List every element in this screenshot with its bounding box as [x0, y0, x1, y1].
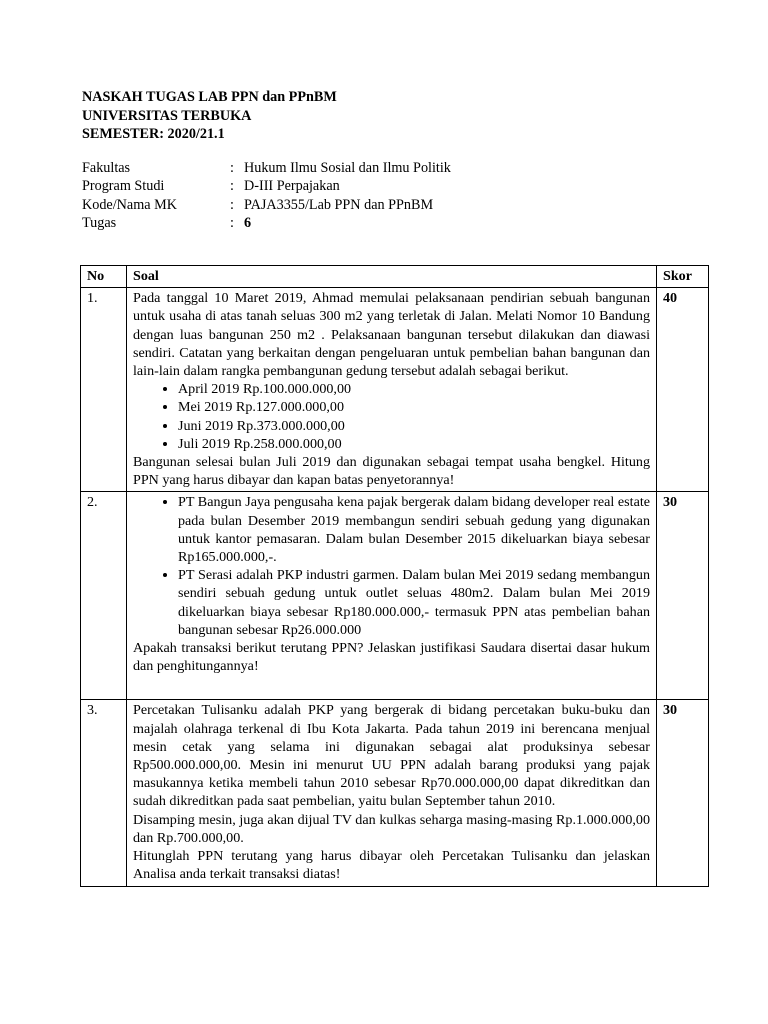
info-row-kode-mk [82, 196, 451, 214]
question-text [127, 288, 657, 492]
header-title: NASKAH TUGAS LAB PPN dan PPnBM [82, 89, 337, 105]
info-label: Program Studi [82, 178, 165, 195]
info-row-fakultas [82, 159, 451, 177]
question-text [127, 492, 657, 700]
list-item: • April 2019 Rp.100.000.000,00 [178, 380, 650, 398]
question-paragraph: Disamping mesin, juga akan dijual TV dan kulkas seharga masing-masing Rp.1.000.000,00 dan Rp.700.000,00. [133, 811, 650, 846]
table-row [81, 492, 709, 700]
header-skor: Skor [657, 266, 709, 288]
header-no: No [81, 266, 127, 288]
question-paragraph: Hitunglah PPN terutang yang harus dibayar oleh Percetakan Tulisanku dan jelaskan Analisa anda terkait transaksi diatas! [133, 848, 650, 883]
list-item: • PT Serasi adalah PKP industri garmen. Dalam bulan Mei 2019 sedang membangun sendiri sebuah gedung untuk outlet seluas 480m2. Dalam bulan Mei 2019 dikeluarkan biaya sebesar Rp180.000.000,- termasuk PPN atas pembelian bahan bangunan sebesar Rp26.000.000 [178, 566, 650, 639]
list-item: • Mei 2019 Rp.127.000.000,00 [178, 398, 650, 416]
info-row-tugas [82, 214, 451, 232]
info-row-program-studi [82, 177, 451, 195]
document-header [82, 88, 337, 144]
question-closing: Bangunan selesai bulan Juli 2019 dan digunakan sebagai tempat usaha bengkel. Hitung PPN yang harus dibayar dan kapan batas penyetorannya! [133, 454, 650, 489]
table-row [81, 288, 709, 492]
question-score: 30 [657, 700, 709, 886]
info-colon: : [230, 196, 234, 213]
question-number: 1. [81, 288, 127, 492]
questions-table [80, 265, 709, 887]
info-colon: : [230, 160, 234, 176]
question-text [127, 700, 657, 886]
question-number: 2. [81, 492, 127, 700]
question-intro: Pada tanggal 10 Maret 2019, Ahmad memulai pelaksanaan pendirian sebuah bangunan untuk usaha di atas tanah seluas 300 m2 yang terletak di Jalan. Melati Nomor 10 Bandung dengan luas bangunan 250 m2 . Pelaksanaan bangunan tersebut dilakukan dan diawasi sendiri. Catatan yang berkaitan dengan pengeluaran untuk pembelian bahan bangunan dan lain-lain dalam rangka pembangunan gedung tersebut adalah sebagai berikut. [133, 290, 650, 380]
list-item: • Juni 2019 Rp.373.000.000,00 [178, 417, 650, 435]
question-closing: Apakah transaksi berikut terutang PPN? Jelaskan justifikasi Saudara disertai dasar hukum dan penghitungannya! [133, 640, 650, 675]
question-paragraph: Percetakan Tulisanku adalah PKP yang bergerak di bidang percetakan buku-buku dan majalah olahraga terkenal di Ibu Kota Jakarta. Pada tahun 2019 ini berencana menjual mesin cetak yang selama ini digunakan sebagai alat produksinya sebesar Rp500.000.000,00. Mesin ini menurut UU PPN adalah barang produksi yang pajak masukannya ketika membeli tahun 2010 sebesar Rp70.000.000,00 dapat dikreditkan dan sudah dikreditkan pada saat pembelian, yaitu bulan September tahun 2010. [133, 702, 650, 810]
info-value: D-III Perpajakan [244, 178, 340, 195]
table-header-row [81, 266, 709, 288]
info-value: Hukum Ilmu Sosial dan Ilmu Politik [244, 160, 451, 176]
row-spacer [133, 675, 650, 697]
header-soal: Soal [127, 266, 657, 288]
info-colon: : [230, 178, 234, 195]
question-score: 40 [657, 288, 709, 492]
info-value: 6 [244, 214, 252, 231]
table-row [81, 700, 709, 886]
list-item: • PT Bangun Jaya pengusaha kena pajak bergerak dalam bidang developer real estate pada bulan Desember 2019 membangun sendiri sebuah gedung yang digunakan untuk kantor pemasaran. Dalam bulan Desember 2015 dikeluarkan biaya sebesar Rp165.000.000,-. [178, 493, 650, 566]
case-list [133, 493, 650, 639]
question-score: 30 [657, 492, 709, 700]
info-label: Tugas [82, 214, 117, 231]
question-number: 3. [81, 700, 127, 886]
header-university: UNIVERSITAS TERBUKA [82, 107, 252, 124]
info-value: PAJA3355/Lab PPN dan PPnBM [244, 196, 434, 213]
list-item: • Juli 2019 Rp.258.000.000,00 [178, 435, 650, 453]
expense-list [133, 380, 650, 453]
info-colon: : [230, 214, 234, 231]
header-semester: SEMESTER: 2020/21.1 [82, 126, 225, 142]
course-info [82, 159, 451, 232]
info-label: Kode/Nama MK [82, 196, 177, 213]
info-label: Fakultas [82, 160, 131, 176]
